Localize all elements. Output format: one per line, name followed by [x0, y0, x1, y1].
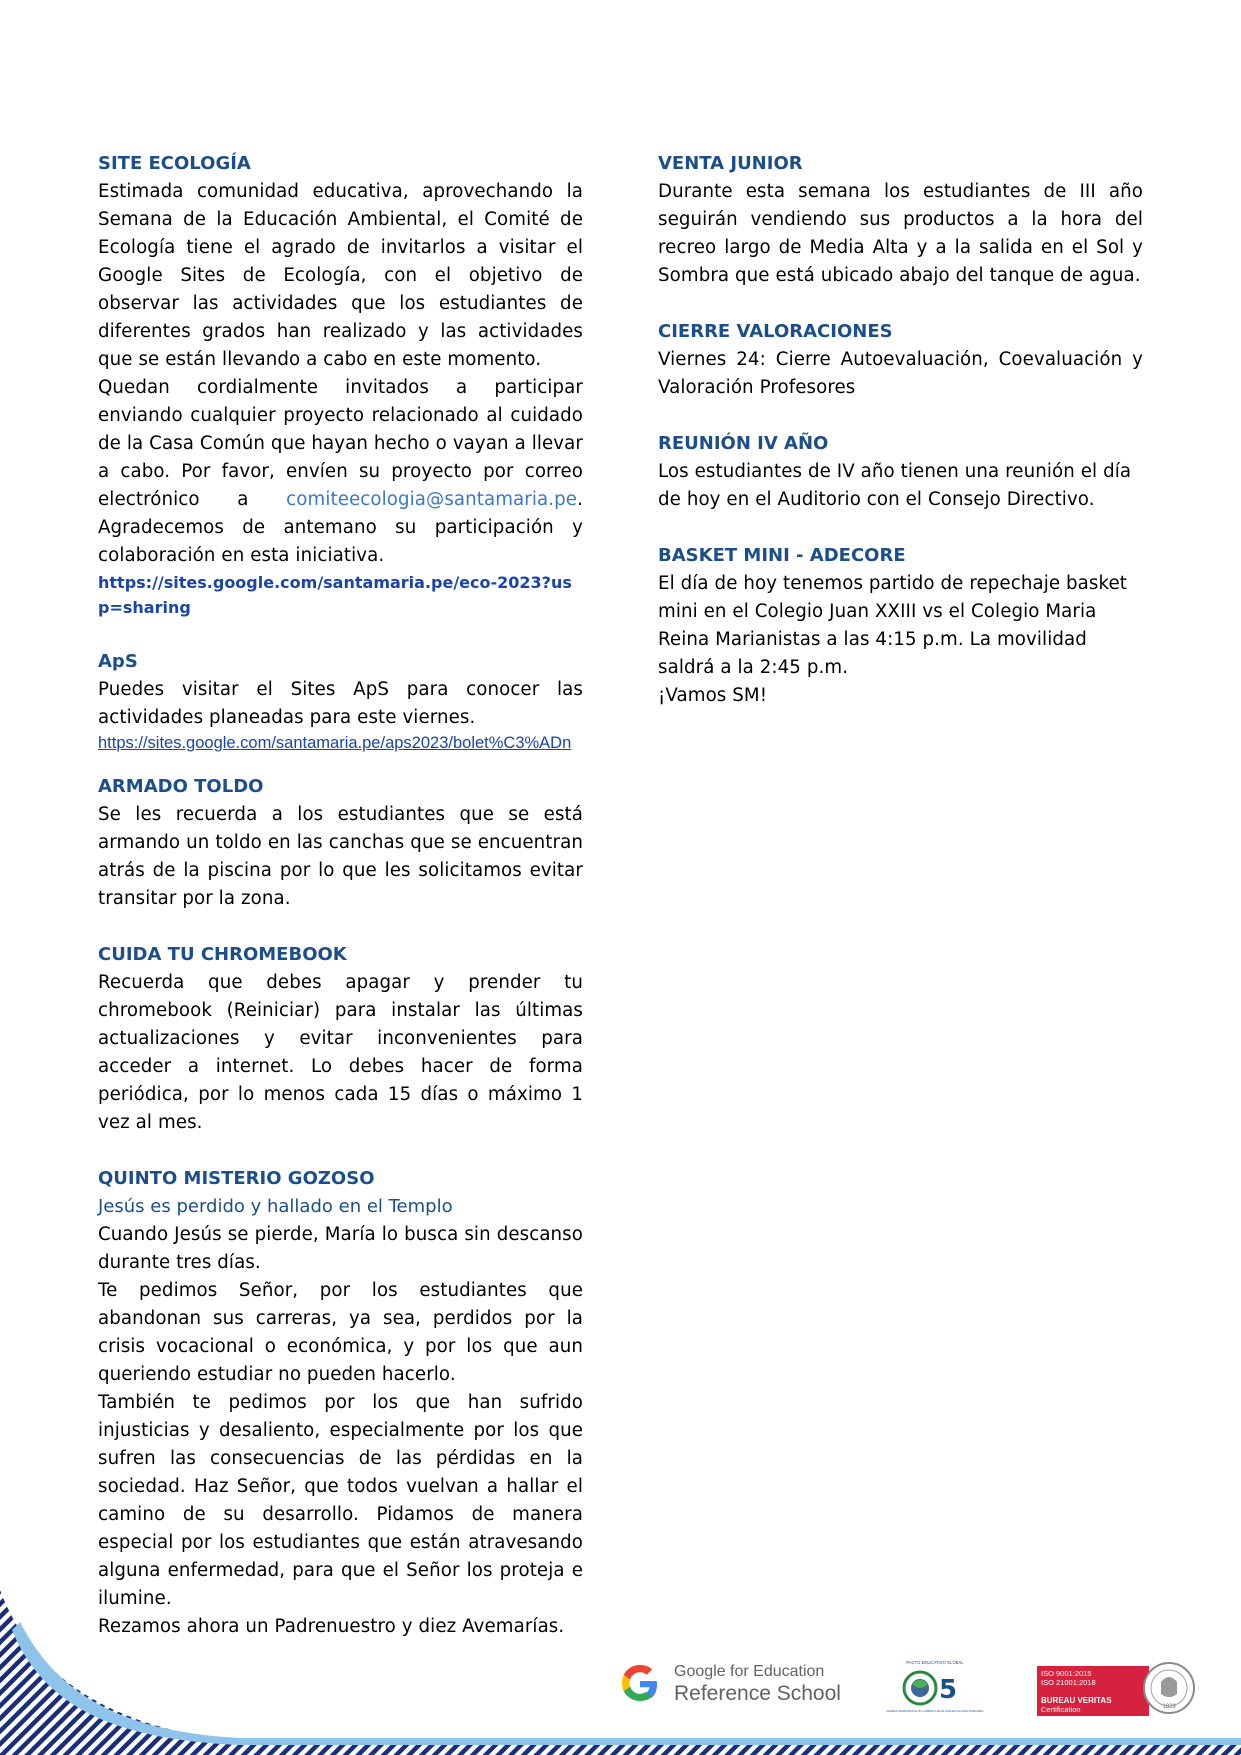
section-cierre-valoraciones	[658, 318, 1143, 402]
closing-line: ¡Vamos SM!	[658, 685, 768, 706]
google-g-icon	[620, 1664, 660, 1704]
section-title: VENTA JUNIOR	[658, 153, 803, 174]
bureau-veritas-text: BUREAU VERITAS	[1041, 1696, 1112, 1705]
section-title: QUINTO MISTERIO GOZOSO	[98, 1168, 375, 1189]
certification-text: Certification	[1041, 1705, 1081, 1714]
paragraph: Estimada comunidad educativa, aprovechando la Semana de la Educación Ambiental, el Comité de Ecología tiene el agrado de invitarlos a visitar el Google Sites de Ecología, con el objetivo de observar las actividades que los estudiantes de diferentes grados han realizado y las actividades que se están llevando a cabo en este momento.	[98, 181, 583, 370]
section-site-ecologia	[98, 150, 583, 620]
section-venta-junior	[658, 150, 1143, 290]
right-column	[658, 150, 1143, 738]
pacto-subtitle-text: FAMILIA MARIANISTA UN CAMINO HACIA UNA ECOLOGÍA INTEGRAL	[886, 1709, 984, 1713]
section-aps	[98, 648, 583, 755]
paragraph: Viernes 24: Cierre Autoevaluación, Coevaluación y Valoración Profesores	[658, 349, 1143, 398]
section-armado-toldo	[98, 773, 583, 913]
svg-text:5: 5	[938, 1675, 958, 1705]
paragraph: El día de hoy tenemos partido de repechaje basket mini en el Colegio Juan XXIII vs el Colegio Maria Reina Marianistas a las 4:15 p.m. La movilidad saldrá a la 2:45 p.m.	[658, 573, 1127, 678]
pacto-educativo-global-logo	[886, 1658, 984, 1720]
paragraph: Los estudiantes de IV año tienen una reunión el día de hoy en el Auditorio con el Consejo Directivo.	[658, 461, 1132, 510]
paragraph: Rezamos ahora un Padrenuestro y diez Avemarías.	[98, 1616, 565, 1637]
iso-9001-text: ISO 9001:2015	[1041, 1669, 1092, 1678]
paragraph: Recuerda que debes apagar y prender tu chromebook (Reiniciar) para instalar las últimas actualizaciones y evitar inconvenientes para acceder a internet. Lo debes hacer de forma periódica, por lo menos cada 15 días o máximo 1 vez al mes.	[98, 972, 583, 1133]
aps-site-link[interactable]: https://sites.google.com/santamaria.pe/aps2023/bolet%C3%ADn	[98, 734, 572, 752]
footer-wave-decoration	[0, 1550, 1241, 1755]
email-link[interactable]: comiteecologia@santamaria.pe	[286, 489, 578, 510]
reference-school-text: Reference School	[674, 1682, 841, 1705]
section-subtitle: Jesús es perdido y hallado en el Templo	[98, 1196, 453, 1217]
paragraph: Puedes visitar el Sites ApS para conocer las actividades planeadas para este viernes.	[98, 679, 583, 728]
section-title: CIERRE VALORACIONES	[658, 321, 893, 342]
google-for-education-text: Google for Education	[674, 1663, 825, 1680]
section-reunion-iv	[658, 430, 1143, 514]
pacto-title-text: PACTO EDUCATIVO GLOBAL	[906, 1660, 964, 1665]
bureau-veritas-year-text: 1828	[1162, 1704, 1176, 1710]
section-title: SITE ECOLOGÍA	[98, 153, 251, 174]
paragraph: Te pedimos Señor, por los estudiantes que abandonan sus carreras, ya sea, perdidos por la crisis vocacional o económica, y por los que aun queriendo estudiar no pueden hacerlo.	[98, 1280, 583, 1385]
section-title: CUIDA TU CHROMEBOOK	[98, 944, 347, 965]
bureau-veritas-seal-icon	[1143, 1660, 1195, 1716]
iso-21001-text: ISO 21001:2018	[1041, 1678, 1096, 1687]
paragraph: Durante esta semana los estudiantes de III año seguirán vendiendo sus productos a la hora del recreo largo de Media Alta y a la salida en el Sol y Sombra que está ubicado abajo del tanque de agua.	[658, 181, 1143, 286]
iso-certification-badge	[1037, 1666, 1149, 1716]
section-chromebook	[98, 941, 583, 1137]
ecologia-site-link[interactable]: https://sites.google.com/santamaria.pe/eco-2023?usp=sharing	[98, 573, 572, 617]
bureau-veritas-certification-logo	[1037, 1660, 1193, 1716]
left-column	[98, 150, 583, 1669]
section-title: BASKET MINI - ADECORE	[658, 545, 906, 566]
paragraph: También te pedimos por los que han sufrido injusticias y desaliento, especialmente por los que sufren las consecuencias de las pérdidas en la sociedad. Haz Señor, que todos vuelvan a hallar el camino de su desarrollo. Pidamos de manera especial por los estudiantes que están atravesando alguna enfermedad, para que el Señor los proteja e ilumine.	[98, 1392, 583, 1609]
paragraph	[98, 374, 583, 570]
section-basket-mini	[658, 542, 1143, 710]
paragraph: Se les recuerda a los estudiantes que se está armando un toldo en las canchas que se encuentran atrás de la piscina por lo que les solicitamos evitar transitar por la zona.	[98, 804, 583, 909]
google-for-education-logo	[620, 1660, 850, 1710]
section-title: ARMADO TOLDO	[98, 776, 264, 797]
paragraph: Cuando Jesús se pierde, María lo busca sin descanso durante tres días.	[98, 1224, 583, 1273]
section-title: ApS	[98, 651, 138, 672]
paragraph-text: . Agradecemos de antemano su participación y colaboración en esta iniciativa.	[98, 489, 583, 566]
paragraph-text: Quedan cordialmente invitados a participar enviando cualquier proyecto relacionado al cuidado de la Casa Común que hayan hecho o vayan a llevar a cabo. Por favor, envíen su proyecto por correo electrónico a	[98, 377, 583, 510]
section-title: REUNIÓN IV AÑO	[658, 433, 829, 454]
